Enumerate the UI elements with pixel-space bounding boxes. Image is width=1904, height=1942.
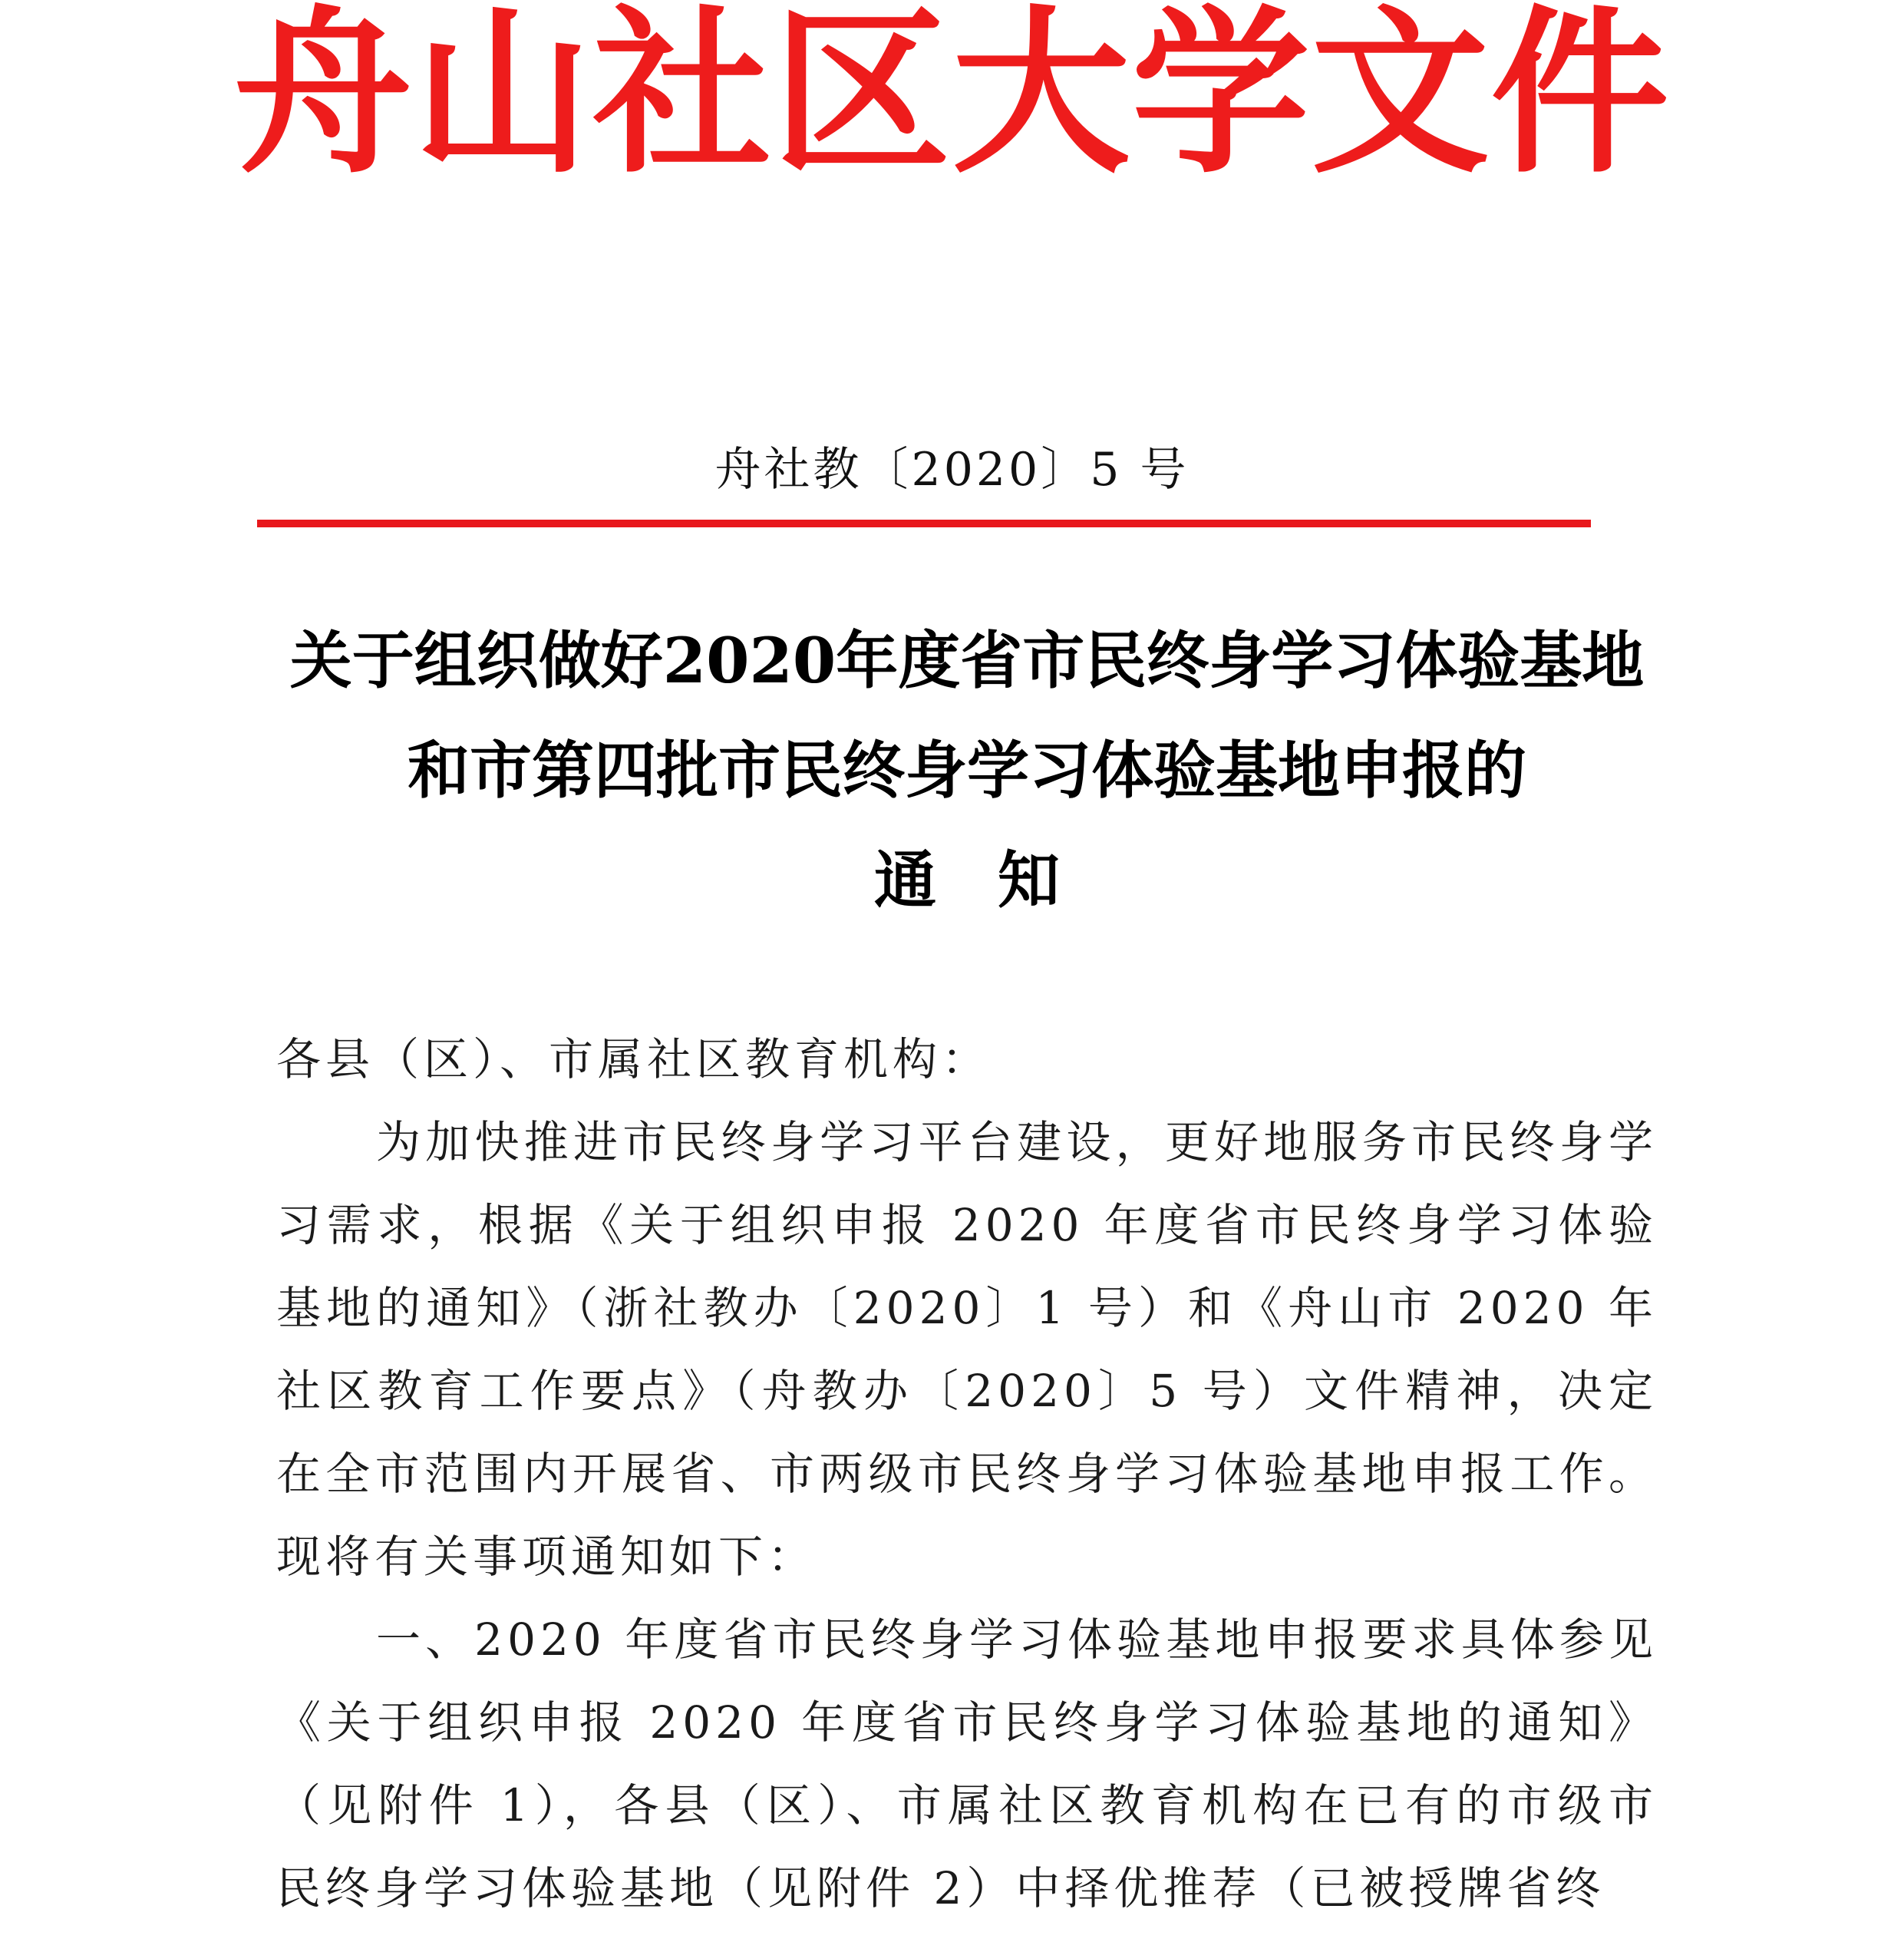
body-paragraph-2: 一、2020 年度省市民终身学习体验基地申报要求具体参见《关于组织申报 2020 年度省市民终身学习体验基地的通知》（见附件 1），各县（区）、市属社区教育机构在已有的市级市民终身学习体验基地（见附件 2）中择优推荐（已被授牌省终 [276, 1613, 1658, 1914]
document-body [276, 1018, 1658, 1930]
masthead-title: 舟山社区大学文件 [233, 0, 1671, 197]
title-line-1: 关于组织做好2020年度省市民终身学习体验基地 [289, 625, 1645, 698]
salutation: 各县（区）、市属社区教育机构： [276, 1033, 992, 1085]
red-divider [257, 520, 1591, 527]
document-title [261, 606, 1673, 936]
body-paragraph-1: 为加快推进市民终身学习平台建设，更好地服务市民终身学习需求，根据《关于组织申报 2020 年度省市民终身学习体验基地的通知》（浙社教办〔2020〕1 号）和《舟山市 2020 年社区教育工作要点》（舟教办〔2020〕5 号）文件精神，决定在全市范围内开展省、市两级市民终身学习体验基地申报工作。现将有关事项通知如下： [276, 1116, 1658, 1583]
title-line-3: 通知 [873, 844, 1121, 917]
title-line-2: 和市第四批市民终身学习体验基地申报的 [407, 735, 1526, 808]
document-number: 舟社教〔2020〕5 号 [714, 443, 1190, 497]
